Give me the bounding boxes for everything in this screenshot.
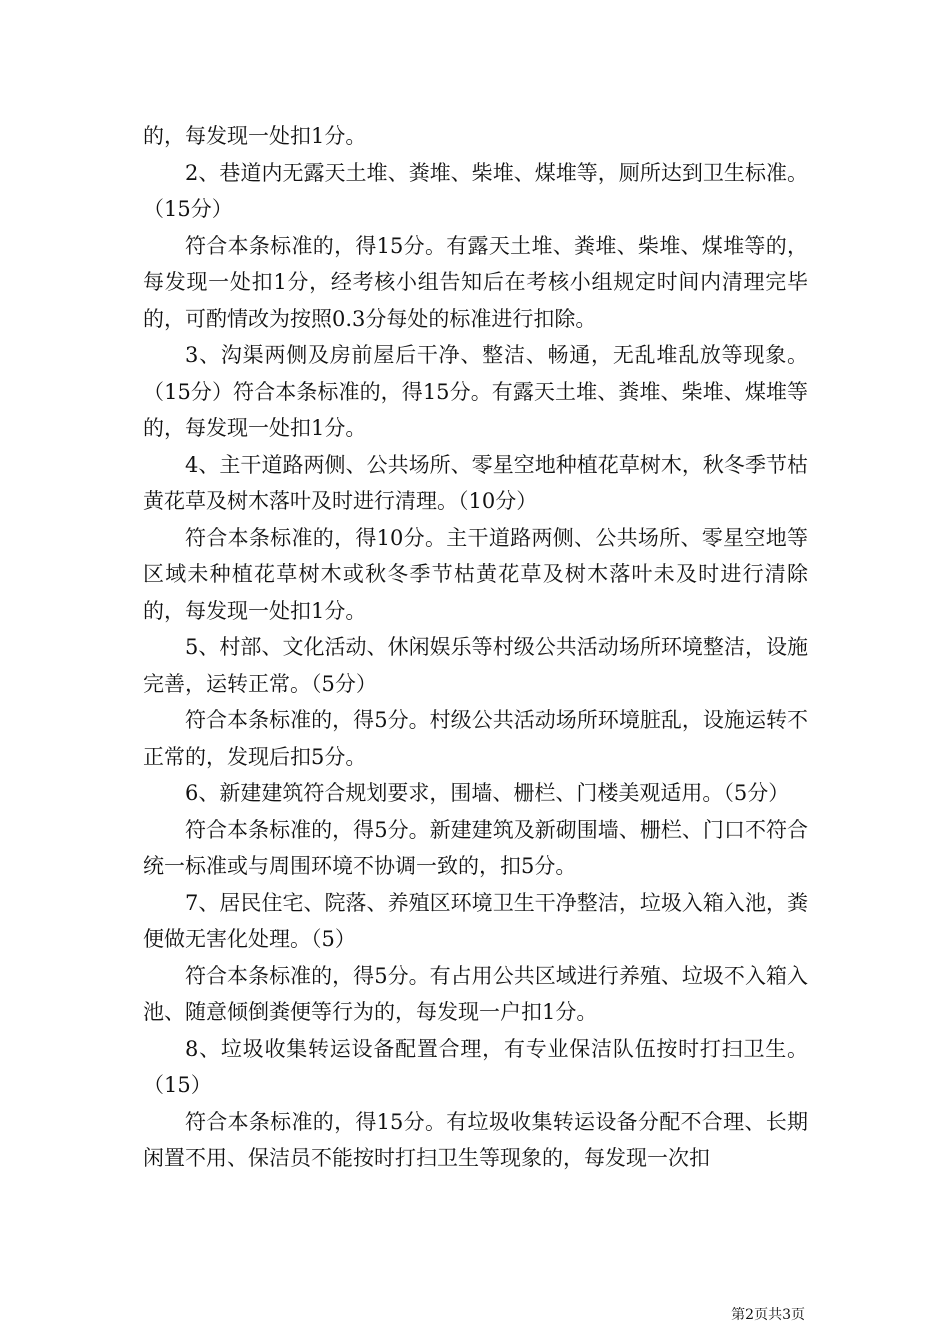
paragraph: 符合本条标准的，得5分。新建建筑及新砌围墙、栅栏、门口不符合统一标准或与周围环境不协调一致的，扣5分。 <box>143 817 808 878</box>
paragraph: 7、居民住宅、院落、养殖区环境卫生干净整洁，垃圾入箱入池，粪便做无害化处理。（5） <box>143 890 808 951</box>
page-number: 第2页共3页 <box>731 1307 805 1323</box>
paragraph: 3、沟渠两侧及房前屋后干净、整洁、畅通，无乱堆乱放等现象。（15分）符合本条标准的，得15分。有露天土堆、粪堆、柴堆、煤堆等的，每发现一处扣1分。 <box>143 343 808 440</box>
paragraph: 6、新建建筑符合规划要求，围墙、栅栏、门楼美观适用。（5分） <box>185 781 790 805</box>
paragraph: 符合本条标准的，得15分。有垃圾收集转运设备分配不合理、长期闲置不用、保洁员不能按时打扫卫生等现象的，每发现一次扣 <box>143 1109 808 1170</box>
paragraph: 符合本条标准的，得5分。村级公共活动场所环境脏乱，设施运转不正常的，发现后扣5分。 <box>143 708 808 769</box>
paragraph: 符合本条标准的，得15分。有露天土堆、粪堆、柴堆、煤堆等的，每发现一处扣1分，经考核小组告知后在考核小组规定时间内清理完毕的，可酌情改为按照0.3分每处的标准进行扣除。 <box>143 233 808 331</box>
paragraph: 2、巷道内无露天土堆、粪堆、柴堆、煤堆等，厕所达到卫生标准。（15分） <box>143 160 808 221</box>
paragraph: 的，每发现一处扣1分。 <box>143 124 367 148</box>
paragraph: 符合本条标准的，得10分。主干道路两侧、公共场所、零星空地等区域未种植花草树木或秋冬季节枯黄花草及树木落叶未及时进行清除的，每发现一处扣1分。 <box>143 525 808 623</box>
paragraph: 8、垃圾收集转运设备配置合理，有专业保洁队伍按时打扫卫生。（15） <box>143 1036 808 1097</box>
paragraph: 4、主干道路两侧、公共场所、零星空地种植花草树木，秋冬季节枯黄花草及树木落叶及时进行清理。（10分） <box>143 452 808 513</box>
paragraph: 符合本条标准的，得5分。有占用公共区域进行养殖、垃圾不入箱入池、随意倾倒粪便等行为的，每发现一户扣1分。 <box>143 963 808 1024</box>
document-body <box>143 118 808 1177</box>
paragraph: 5、村部、文化活动、休闲娱乐等村级公共活动场所环境整洁，设施完善，运转正常。（5分） <box>143 635 808 696</box>
